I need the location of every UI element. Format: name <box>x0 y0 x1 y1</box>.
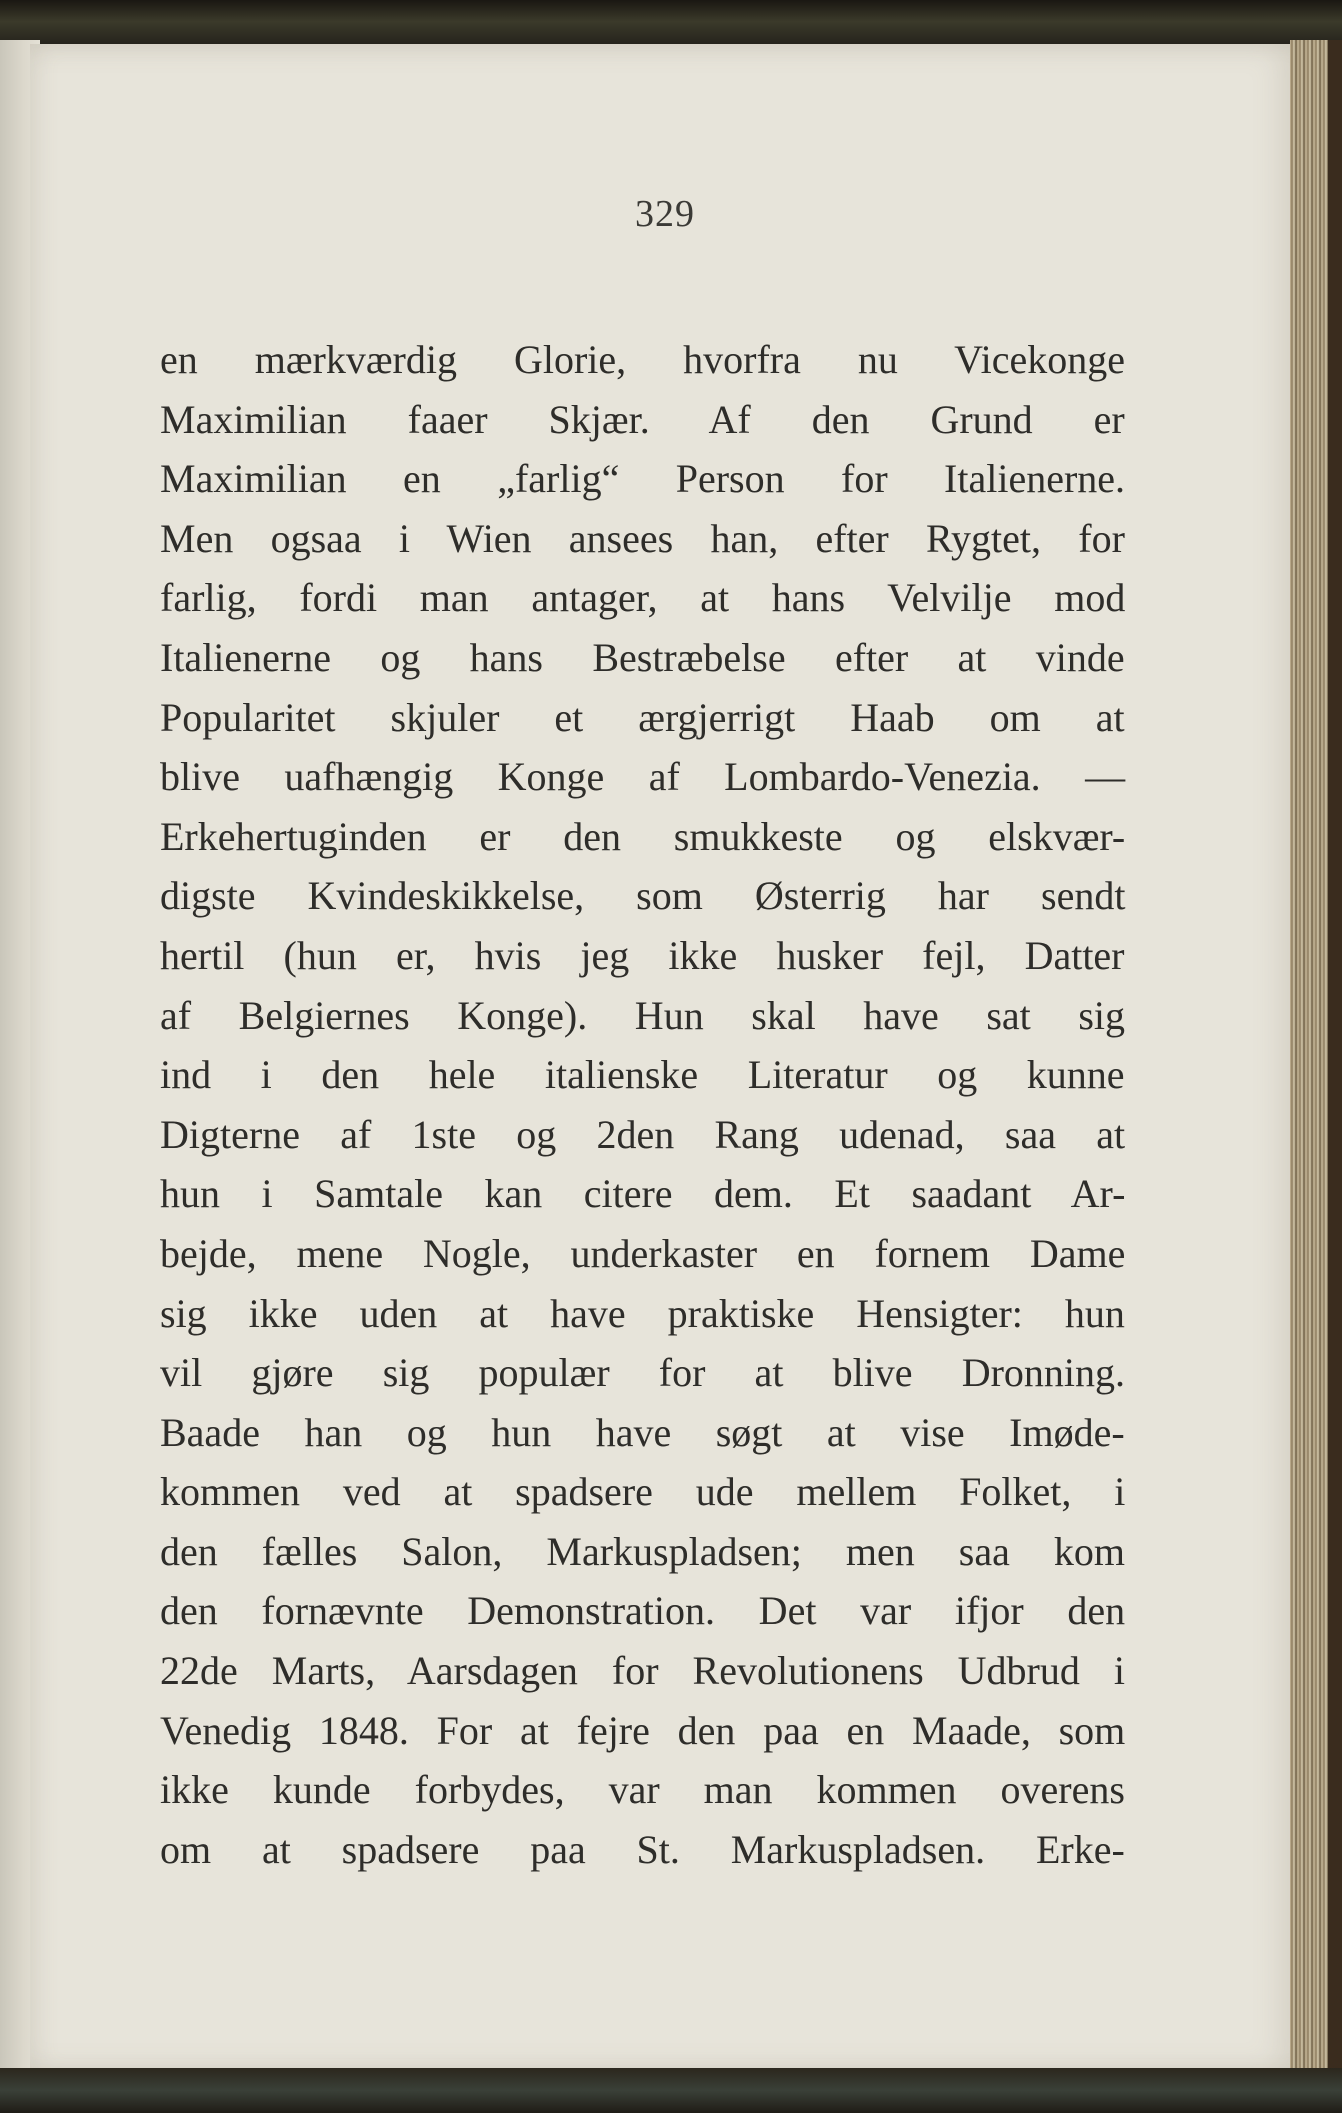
text-line: 22de Marts, Aarsdagen for Revolutionens Udbrud i <box>160 1648 1125 1694</box>
text-line: Erkehertuginden er den smukkeste og elskvær- <box>160 813 1126 859</box>
text-line: Maximilian faaer Skjær. Af den Grund er <box>160 396 1125 442</box>
text-line: Italienerne og hans Bestræbelse efter at vinde <box>160 634 1125 680</box>
text-line: den fælles Salon, Markuspladsen; men saa kom <box>160 1528 1125 1574</box>
text-line: Baade han og hun have søgt at vise Imøde- <box>160 1409 1125 1455</box>
text-line: hertil (hun er, hvis jeg ikke husker fejl, Datter <box>160 932 1125 978</box>
text-line: en mærkværdig Glorie, hvorfra nu Vicekonge <box>160 337 1126 382</box>
page-fore-edge <box>1290 40 1342 2080</box>
page-number: 329 <box>635 193 695 235</box>
text-line: hun i Samtale kan citere dem. Et saadant Ar- <box>160 1171 1126 1217</box>
text-line: Venedig 1848. For at fejre den paa en Maade, som <box>160 1707 1126 1753</box>
text-line: ind i den hele italienske Literatur og kunne <box>160 1052 1125 1098</box>
text-line: ikke kunde forbydes, var man kommen overens <box>160 1767 1125 1813</box>
text-line: Men ogsaa i Wien ansees han, efter Rygtet, for <box>160 515 1125 561</box>
book-top-edge <box>0 0 1342 48</box>
text-line: sig ikke uden at have praktiske Hensigter: hun <box>160 1290 1125 1336</box>
text-line: den fornævnte Demonstration. Det var ifjor den <box>160 1588 1126 1634</box>
body-text <box>160 330 1125 1879</box>
text-line: vil gjøre sig populær for at blive Dronning. <box>160 1350 1126 1396</box>
text-line: bejde, mene Nogle, underkaster en fornem Dame <box>160 1230 1126 1276</box>
text-line: blive uafhængig Konge af Lombardo-Venezia. — <box>160 754 1126 800</box>
text-line: Popularitet skjuler et ærgjerrigt Haab om at <box>160 694 1125 740</box>
text-line: kommen ved at spadsere ude mellem Folket, i <box>160 1469 1126 1515</box>
text-line: af Belgiernes Konge). Hun skal have sat sig <box>160 992 1126 1038</box>
book-page <box>30 44 1300 2072</box>
text-line: om at spadsere paa St. Markuspladsen. Erke- <box>160 1826 1125 1872</box>
book-bottom-edge <box>0 2068 1342 2113</box>
text-line: Maximilian en „farlig“ Person for Italienerne. <box>160 456 1126 502</box>
text-line: Digterne af 1ste og 2den Rang udenad, saa at <box>160 1111 1126 1157</box>
text-line: digste Kvindeskikkelse, som Østerrig har sendt <box>160 873 1126 919</box>
text-line: farlig, fordi man antager, at hans Velvilje mod <box>160 575 1126 621</box>
